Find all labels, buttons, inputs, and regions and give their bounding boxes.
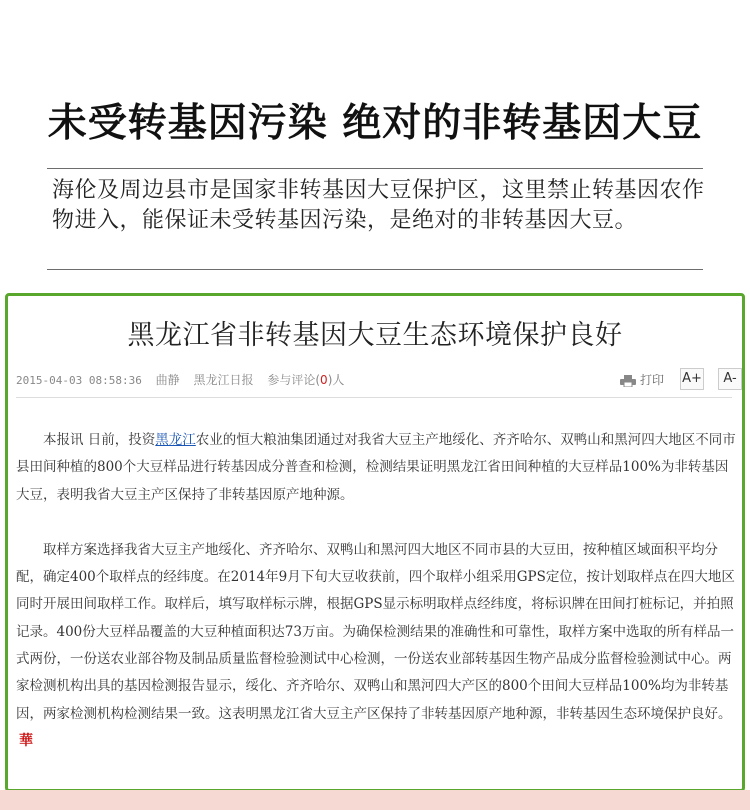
printer-icon bbox=[620, 375, 636, 387]
article-paragraph-2 bbox=[16, 537, 738, 755]
summary-top-rule bbox=[47, 168, 703, 169]
summary-bottom-rule bbox=[47, 269, 703, 270]
page-headline: 未受转基因污染 绝对的非转基因大豆 bbox=[47, 101, 703, 146]
article-source: 黑龙江日报 bbox=[193, 373, 254, 387]
article-screenshot-frame bbox=[5, 293, 745, 792]
comments-count: 0 bbox=[320, 373, 328, 387]
bottom-tint-strip bbox=[0, 790, 750, 810]
article-body bbox=[16, 427, 738, 755]
print-button[interactable] bbox=[620, 370, 664, 390]
article-meta bbox=[16, 372, 396, 389]
font-decrease-button[interactable]: A- bbox=[718, 368, 742, 390]
comments-link[interactable] bbox=[267, 373, 344, 387]
article-datetime: 2015-04-03 08:58:36 bbox=[16, 374, 142, 387]
paragraph-1-before-link: 本报讯 日前，投资 bbox=[43, 432, 156, 448]
print-label: 打印 bbox=[640, 373, 665, 387]
article-paragraph-1 bbox=[16, 427, 738, 509]
comments-suffix: )人 bbox=[327, 373, 345, 387]
paragraph-1-after-link: 农业的恒大粮油集团通过对我省大豆主产地绥化、齐齐哈尔、双鸭山和黑河四大地区不同市县田间种植的800个大豆样品进行转基因成分普查和检测，检测结果证明黑龙江省田间种植的大豆样品100%为非转基因大豆，表明我省大豆主产区保持了非转基因原产地种源。 bbox=[16, 432, 736, 503]
article-author: 曲静 bbox=[155, 373, 180, 387]
font-increase-button[interactable]: A+ bbox=[680, 368, 704, 390]
article-title: 黑龙江省非转基因大豆生态环境保护良好 bbox=[127, 320, 623, 351]
meta-divider bbox=[16, 397, 732, 398]
end-mark-icon: 華 bbox=[19, 732, 33, 749]
paragraph-2-text: 取样方案选择我省大豆主产地绥化、齐齐哈尔、双鸭山和黑河四大地区不同市县的大豆田，按种植区域面积平均分配，确定400个取样点的经纬度。在2014年9月下旬大豆收获前，四个取样小组采用GPS定位，按计划取样点在四大地区同时开展田间取样工作。取样后，填写取样标示牌，根据GPS显示标明取样点经纬度，将标识牌在田间打桩标记，并拍照记录。400份大豆样品覆盖的大豆种植面积达73万亩。为确保检测结果的准确性和可靠性，取样方案中选取的所有样品一式两份，一份送农业部谷物及制品质量监督检验测试中心检测，一份送农业部转基因生物产品成分监督检验测试中心。两家检测机构出具的基因检测报告显示，绥化、齐齐哈尔、双鸭山和黑河四大产区的800个田间大豆样品100%均为非转基因，两家检测机构检测结果一致。这表明黑龙江省大豆主产区保持了非转基因原产地种源，非转基因生态环境保护良好。 bbox=[16, 541, 735, 722]
comments-prefix: 参与评论( bbox=[267, 373, 321, 387]
summary-text: 海伦及周边县市是国家非转基因大豆保护区，这里禁止转基因农作物进入，能保证未受转基因污染，是绝对的非转基因大豆。 bbox=[52, 178, 705, 233]
keyword-link-heilongjiang[interactable]: 黑龙江 bbox=[155, 432, 196, 448]
